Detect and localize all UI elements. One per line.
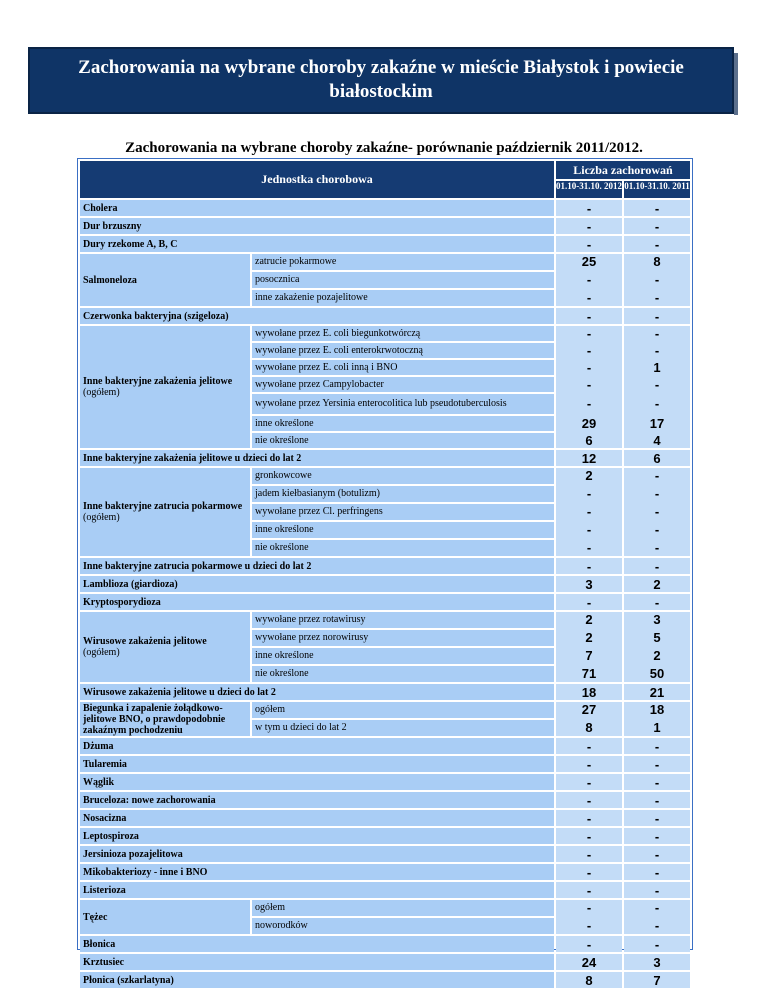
group-note-text: (ogółem) [83, 387, 120, 398]
value-2011: 1 [653, 360, 661, 375]
group-note-text: (ogółem) [83, 647, 120, 658]
group-name: Salmoneloza [83, 274, 137, 286]
value-2012: 8 [556, 972, 622, 988]
value-2011: 50 [649, 666, 665, 681]
value-2012: 71 [581, 666, 597, 681]
value-2011: - [654, 396, 660, 411]
value-2012: 3 [556, 576, 622, 592]
table-row [80, 954, 690, 970]
value-2011: 8 [653, 254, 661, 269]
disease-label: Wirusowe zakażenia jelitowe u dzieci do lat 2 [80, 684, 554, 700]
group-values-2011 [624, 900, 690, 934]
subtype-label: wywołane przez E. coli inną i BNO [252, 360, 554, 375]
table-row [80, 738, 690, 754]
table-group [80, 468, 690, 556]
disease-label: Bruceloza: nowe zachorowania [80, 792, 554, 808]
value-2012: 25 [581, 254, 597, 269]
group-values-2011 [624, 702, 690, 736]
value-2011: 5 [653, 630, 661, 645]
table-row [80, 200, 690, 216]
value-2012: 2 [585, 630, 593, 645]
value-2011: 1 [653, 720, 661, 735]
value-2011: - [624, 218, 690, 234]
value-2012: - [556, 308, 622, 324]
table-row [80, 450, 690, 466]
disease-label: Wąglik [80, 774, 554, 790]
value-2012: 18 [556, 684, 622, 700]
subtype-label: wywołane przez rotawirusy [252, 612, 554, 628]
table-subtitle: Zachorowania na wybrane choroby zakaźne- porównanie październik 2011/2012. [125, 140, 643, 156]
group-values-2012 [556, 900, 622, 934]
disease-label: Inne bakteryjne zakażenia jelitowe u dzieci do lat 2 [80, 450, 554, 466]
disease-label: Listerioza [80, 882, 554, 898]
value-2012: - [586, 522, 592, 537]
value-2012: - [556, 236, 622, 252]
group-values-2012 [556, 326, 622, 448]
table-row [80, 218, 690, 234]
disease-label: Dury rzekome A, B, C [80, 236, 554, 252]
value-2012: 24 [556, 954, 622, 970]
subtype-label: inne określone [252, 522, 554, 538]
subtype-label: wywołane przez E. coli biegunkotwórczą [252, 326, 554, 341]
value-2012: 6 [585, 433, 593, 448]
subtype-label: inne określone [252, 416, 554, 431]
value-2011: - [624, 594, 690, 610]
subtype-label: noworodków [252, 918, 554, 934]
subtype-label: ogółem [252, 900, 554, 916]
subtype-label: nie określone [252, 433, 554, 448]
value-2012: - [586, 918, 592, 933]
subtype-label: wywołane przez E. coli enterokrwotoczną [252, 343, 554, 358]
subtype-label: inne określone [252, 648, 554, 664]
table-row [80, 308, 690, 324]
table-header [80, 161, 690, 198]
disease-label: Nosacizna [80, 810, 554, 826]
value-2012: - [586, 360, 592, 375]
value-2012: - [556, 792, 622, 808]
value-2011: - [624, 558, 690, 574]
value-2011: 21 [624, 684, 690, 700]
value-2011: 4 [653, 433, 661, 448]
value-2011: 6 [624, 450, 690, 466]
value-2011: - [654, 326, 660, 341]
header-col-2011: 01.10-31.10. 2011 [624, 181, 690, 198]
group-name: Inne bakteryjne zatrucia pokarmowe [83, 501, 243, 512]
group-values-2012 [556, 254, 622, 306]
disease-label: Krztusiec [80, 954, 554, 970]
value-2011: 3 [653, 612, 661, 627]
value-2012: - [556, 828, 622, 844]
subtype-label: wywołane przez Campylobacter [252, 377, 554, 392]
group-values-2011 [624, 326, 690, 448]
disease-label: Czerwonka bakteryjna (szigeloza) [80, 308, 554, 324]
disease-label: Lamblioza (giardioza) [80, 576, 554, 592]
value-2011: - [654, 468, 660, 483]
table-row [80, 594, 690, 610]
value-2011: - [654, 900, 660, 915]
value-2012: - [586, 343, 592, 358]
value-2012: - [586, 290, 592, 305]
banner-title: Zachorowania na wybrane choroby zakaźne w mieście Białystok i powiecie białostockim [78, 57, 684, 102]
table-row [80, 936, 690, 952]
disease-label: Kryptosporydioza [80, 594, 554, 610]
table-row [80, 774, 690, 790]
header-unit: Jednostka chorobowa [80, 161, 554, 198]
value-2011: - [654, 290, 660, 305]
subtype-label: gronkowcowe [252, 468, 554, 484]
value-2012: - [586, 504, 592, 519]
value-2012: - [586, 272, 592, 287]
value-2012: 2 [585, 612, 593, 627]
value-2011: - [654, 522, 660, 537]
group-values-2011 [624, 468, 690, 556]
group-subrows [252, 326, 554, 448]
disease-label: Błonica [80, 936, 554, 952]
value-2011: - [654, 343, 660, 358]
group-subrows [252, 254, 554, 306]
group-name: Wirusowe zakażenia jelitowe [83, 636, 207, 647]
disease-label: Dżuma [80, 738, 554, 754]
group-subrows [252, 702, 554, 736]
table-row [80, 756, 690, 772]
value-2012: - [556, 846, 622, 862]
subtype-label: posocznica [252, 272, 554, 288]
value-2012: - [556, 774, 622, 790]
subtype-label: inne zakażenie pozajelitowe [252, 290, 554, 306]
value-2011: - [654, 540, 660, 555]
table-group [80, 254, 690, 306]
disease-label: Inne bakteryjne zatrucia pokarmowe u dzieci do lat 2 [80, 558, 554, 574]
value-2011: - [654, 377, 660, 392]
value-2012: - [556, 882, 622, 898]
table-row [80, 792, 690, 808]
value-2012: - [556, 594, 622, 610]
value-2012: - [586, 377, 592, 392]
value-2011: - [654, 272, 660, 287]
value-2011: 17 [649, 416, 665, 431]
group-label [80, 468, 250, 556]
value-2012: - [556, 200, 622, 216]
table-row [80, 972, 690, 988]
subtype-label: ogółem [252, 702, 554, 718]
value-2012: - [556, 558, 622, 574]
group-values-2011 [624, 254, 690, 306]
group-name: Biegunka i zapalenie żołądkowo-jelitowe BNO, o prawdopodobnie zakaźnym pochodzeniu [83, 702, 226, 736]
disease-label: Jersinioza pozajelitowa [80, 846, 554, 862]
subtype-label: w tym u dzieci do lat 2 [252, 720, 554, 736]
group-note [83, 387, 232, 398]
group-label [80, 900, 250, 934]
value-2011: 3 [624, 954, 690, 970]
value-2012: 29 [581, 416, 597, 431]
disease-label: Mikobakteriozy - inne i BNO [80, 864, 554, 880]
value-2012: 27 [581, 702, 597, 717]
value-2012: - [586, 486, 592, 501]
group-name: Tężec [83, 911, 108, 923]
value-2011: - [624, 936, 690, 952]
table-row [80, 558, 690, 574]
table-group [80, 326, 690, 448]
value-2011: 18 [649, 702, 665, 717]
group-values-2012 [556, 702, 622, 736]
table-row [80, 236, 690, 252]
table-row [80, 828, 690, 844]
subtype-label: nie określone [252, 540, 554, 556]
header-col-2012: 01.10-31.10. 2012 [556, 181, 622, 198]
table-group [80, 612, 690, 682]
value-2012: - [586, 900, 592, 915]
disease-table [77, 158, 693, 988]
value-2011: - [624, 810, 690, 826]
group-note-text: (ogółem) [83, 512, 120, 523]
group-subrows [252, 900, 554, 934]
table-group [80, 702, 690, 736]
value-2011: - [654, 486, 660, 501]
value-2011: - [624, 756, 690, 772]
table-row [80, 882, 690, 898]
value-2012: - [586, 326, 592, 341]
group-note [83, 512, 242, 523]
value-2011: - [624, 236, 690, 252]
disease-label: Płonica (szkarlatyna) [80, 972, 554, 988]
value-2011: - [624, 738, 690, 754]
value-2012: - [556, 864, 622, 880]
value-2011: 7 [624, 972, 690, 988]
value-2012: - [556, 756, 622, 772]
group-note [83, 647, 207, 658]
subtype-label: nie określone [252, 666, 554, 682]
group-values-2012 [556, 612, 622, 682]
table-row [80, 684, 690, 700]
value-2012: - [556, 936, 622, 952]
subtype-label: wywołane przez Yersinia enterocolitica lub pseudotuberculosis [252, 394, 554, 414]
group-label [80, 326, 250, 448]
value-2011: - [624, 774, 690, 790]
value-2012: - [556, 218, 622, 234]
table-row [80, 864, 690, 880]
subtype-label: zatrucie pokarmowe [252, 254, 554, 270]
value-2012: - [586, 396, 592, 411]
header-count: Liczba zachorowań [556, 161, 690, 179]
page-banner [28, 47, 734, 114]
value-2012: - [556, 738, 622, 754]
group-name: Inne bakteryjne zakażenia jelitowe [83, 376, 233, 387]
disease-label: Cholera [80, 200, 554, 216]
table-row [80, 846, 690, 862]
value-2011: - [624, 200, 690, 216]
group-subrows [252, 612, 554, 682]
value-2012: 7 [585, 648, 593, 663]
disease-label: Dur brzuszny [80, 218, 554, 234]
table-row [80, 810, 690, 826]
group-subrows [252, 468, 554, 556]
banner-shadow [734, 53, 738, 115]
subtype-label: wywołane przez norowirusy [252, 630, 554, 646]
value-2011: - [654, 918, 660, 933]
value-2012: 12 [556, 450, 622, 466]
value-2012: - [586, 540, 592, 555]
group-values-2011 [624, 612, 690, 682]
value-2012: 8 [585, 720, 593, 735]
value-2011: - [654, 504, 660, 519]
disease-label: Leptospiroza [80, 828, 554, 844]
value-2012: - [556, 810, 622, 826]
group-label [80, 254, 250, 306]
disease-label: Tularemia [80, 756, 554, 772]
value-2011: - [624, 846, 690, 862]
value-2012: 2 [585, 468, 593, 483]
group-label [80, 702, 250, 736]
table-row [80, 576, 690, 592]
value-2011: - [624, 882, 690, 898]
value-2011: 2 [653, 648, 661, 663]
value-2011: - [624, 308, 690, 324]
value-2011: 2 [624, 576, 690, 592]
subtype-label: wywołane przez Cl. perfringens [252, 504, 554, 520]
value-2011: - [624, 828, 690, 844]
group-values-2012 [556, 468, 622, 556]
subtype-label: jadem kiełbasianym (botulizm) [252, 486, 554, 502]
table-group [80, 900, 690, 934]
value-2011: - [624, 864, 690, 880]
value-2011: - [624, 792, 690, 808]
group-label [80, 612, 250, 682]
